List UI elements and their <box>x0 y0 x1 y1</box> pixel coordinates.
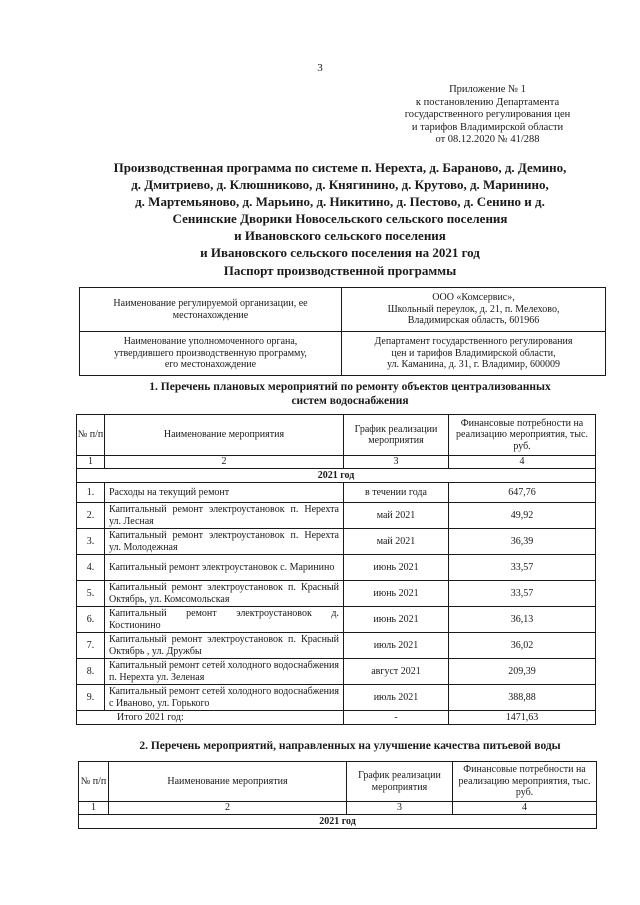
table-row: 7. Капитальный ремонт электроустановок п. Красный Октябрь , ул. Дружбы июль 2021 36,02 <box>77 633 596 659</box>
header-name: Наименование мероприятия <box>105 415 344 456</box>
table-row: 4. Капитальный ремонт электроустановок с. Маринино июнь 2021 33,57 <box>77 555 596 581</box>
passport-label: Наименование уполномоченного органа, утвердившего производственную программу, его местонахождение <box>80 332 342 376</box>
appendix-block <box>380 84 595 147</box>
table-row: 9. Капитальный ремонт сетей холодного водоснабжения с Иваново, ул. Горького июль 2021 388,88 <box>77 685 596 711</box>
passport-table <box>79 287 606 376</box>
table-header-row <box>77 415 596 456</box>
appendix-line: государственного регулирования цен <box>404 109 571 120</box>
year-label: 2021 год <box>79 815 597 829</box>
year-label: 2021 год <box>77 469 596 483</box>
appendix-line: и тарифов Владимирской области <box>411 121 564 133</box>
appendix-line: от 08.12.2020 № 41/288 <box>435 134 540 145</box>
title-line: и Ивановского сельского поселения <box>234 228 446 243</box>
index-row: 1 2 3 4 <box>79 802 597 815</box>
passport-value: ООО «Комсервис», Школьный переулок, д. 21, п. Мелехово, Владимирская область, 601966 <box>342 288 606 332</box>
passport-value: Департамент государственного регулирования цен и тарифов Владимирской области, ул. Каманина, д. 31, г. Владимир, 600009 <box>342 332 606 376</box>
passport-row <box>80 332 606 376</box>
program-title <box>80 159 600 261</box>
appendix-line: к постановлению Департамента <box>415 96 560 108</box>
repair-table <box>76 414 596 725</box>
table-header-row <box>79 762 597 802</box>
header-num: № п/п <box>79 762 109 802</box>
table-row: 3. Капитальный ремонт электроустановок п. Нерехта ул. Молодежная май 2021 36,39 <box>77 529 596 555</box>
header-finance: Финансовые потребности на реализацию мероприятия, тыс. руб. <box>453 762 597 802</box>
header-finance: Финансовые потребности на реализацию мероприятия, тыс. руб. <box>449 415 596 456</box>
page-number: 3 <box>317 62 323 74</box>
total-amount: 1471,63 <box>449 711 596 725</box>
header-num: № п/п <box>77 415 105 456</box>
table-row: 2. Капитальный ремонт электроустановок п. Нерехта ул. Лесная май 2021 49,92 <box>77 503 596 529</box>
appendix-line: Приложение № 1 <box>449 84 526 95</box>
table-row: 8. Капитальный ремонт сетей холодного водоснабжения п. Нерехта ул. Зеленая август 2021 209,39 <box>77 659 596 685</box>
year-row <box>79 815 597 829</box>
year-row <box>77 469 596 483</box>
index-row: 1 2 3 4 <box>77 456 596 469</box>
table-row: 6. Капитальный ремонт электроустановок д. Костионино июнь 2021 36,13 <box>77 607 596 633</box>
total-row: Итого 2021 год: - 1471,63 <box>77 711 596 725</box>
title-line: и Ивановского сельского поселения на 2021 год <box>200 245 480 260</box>
title-line: Производственная программа по системе п. Нерехта, д. Бараново, д. Демино, <box>113 160 567 175</box>
passport-row <box>80 288 606 332</box>
passport-label: Наименование регулируемой организации, ее местонахождение <box>80 288 342 332</box>
title-line: Сенинские Дворики Новосельского сельского поселения <box>172 211 508 226</box>
header-name: Наименование мероприятия <box>109 762 347 802</box>
table-row: 1. Расходы на текущий ремонт в течении года 647,76 <box>77 483 596 503</box>
title-line: д. Дмитриево, д. Клюшниково, д. Княгинино, д. Крутово, д. Маринино, <box>131 177 549 192</box>
passport-title: Паспорт производственной программы <box>223 263 457 278</box>
section-1-heading: 1. Перечень плановых мероприятий по ремонту объектов централизованных систем водоснабжения <box>149 381 551 407</box>
total-label: Итого 2021 год: <box>77 711 344 725</box>
header-schedule: График реализации мероприятия <box>347 762 453 802</box>
header-schedule: График реализации мероприятия <box>344 415 449 456</box>
table-row: 5. Капитальный ремонт электроустановок п. Красный Октябрь, ул. Комсомольская июнь 2021 33,57 <box>77 581 596 607</box>
section-2-heading: 2. Перечень мероприятий, направленных на улучшение качества питьевой воды <box>139 740 561 752</box>
water-quality-table <box>78 761 597 829</box>
title-line: д. Мартемьяново, д. Марьино, д. Никитино, д. Пестово, д. Сенино и д. <box>135 194 545 209</box>
